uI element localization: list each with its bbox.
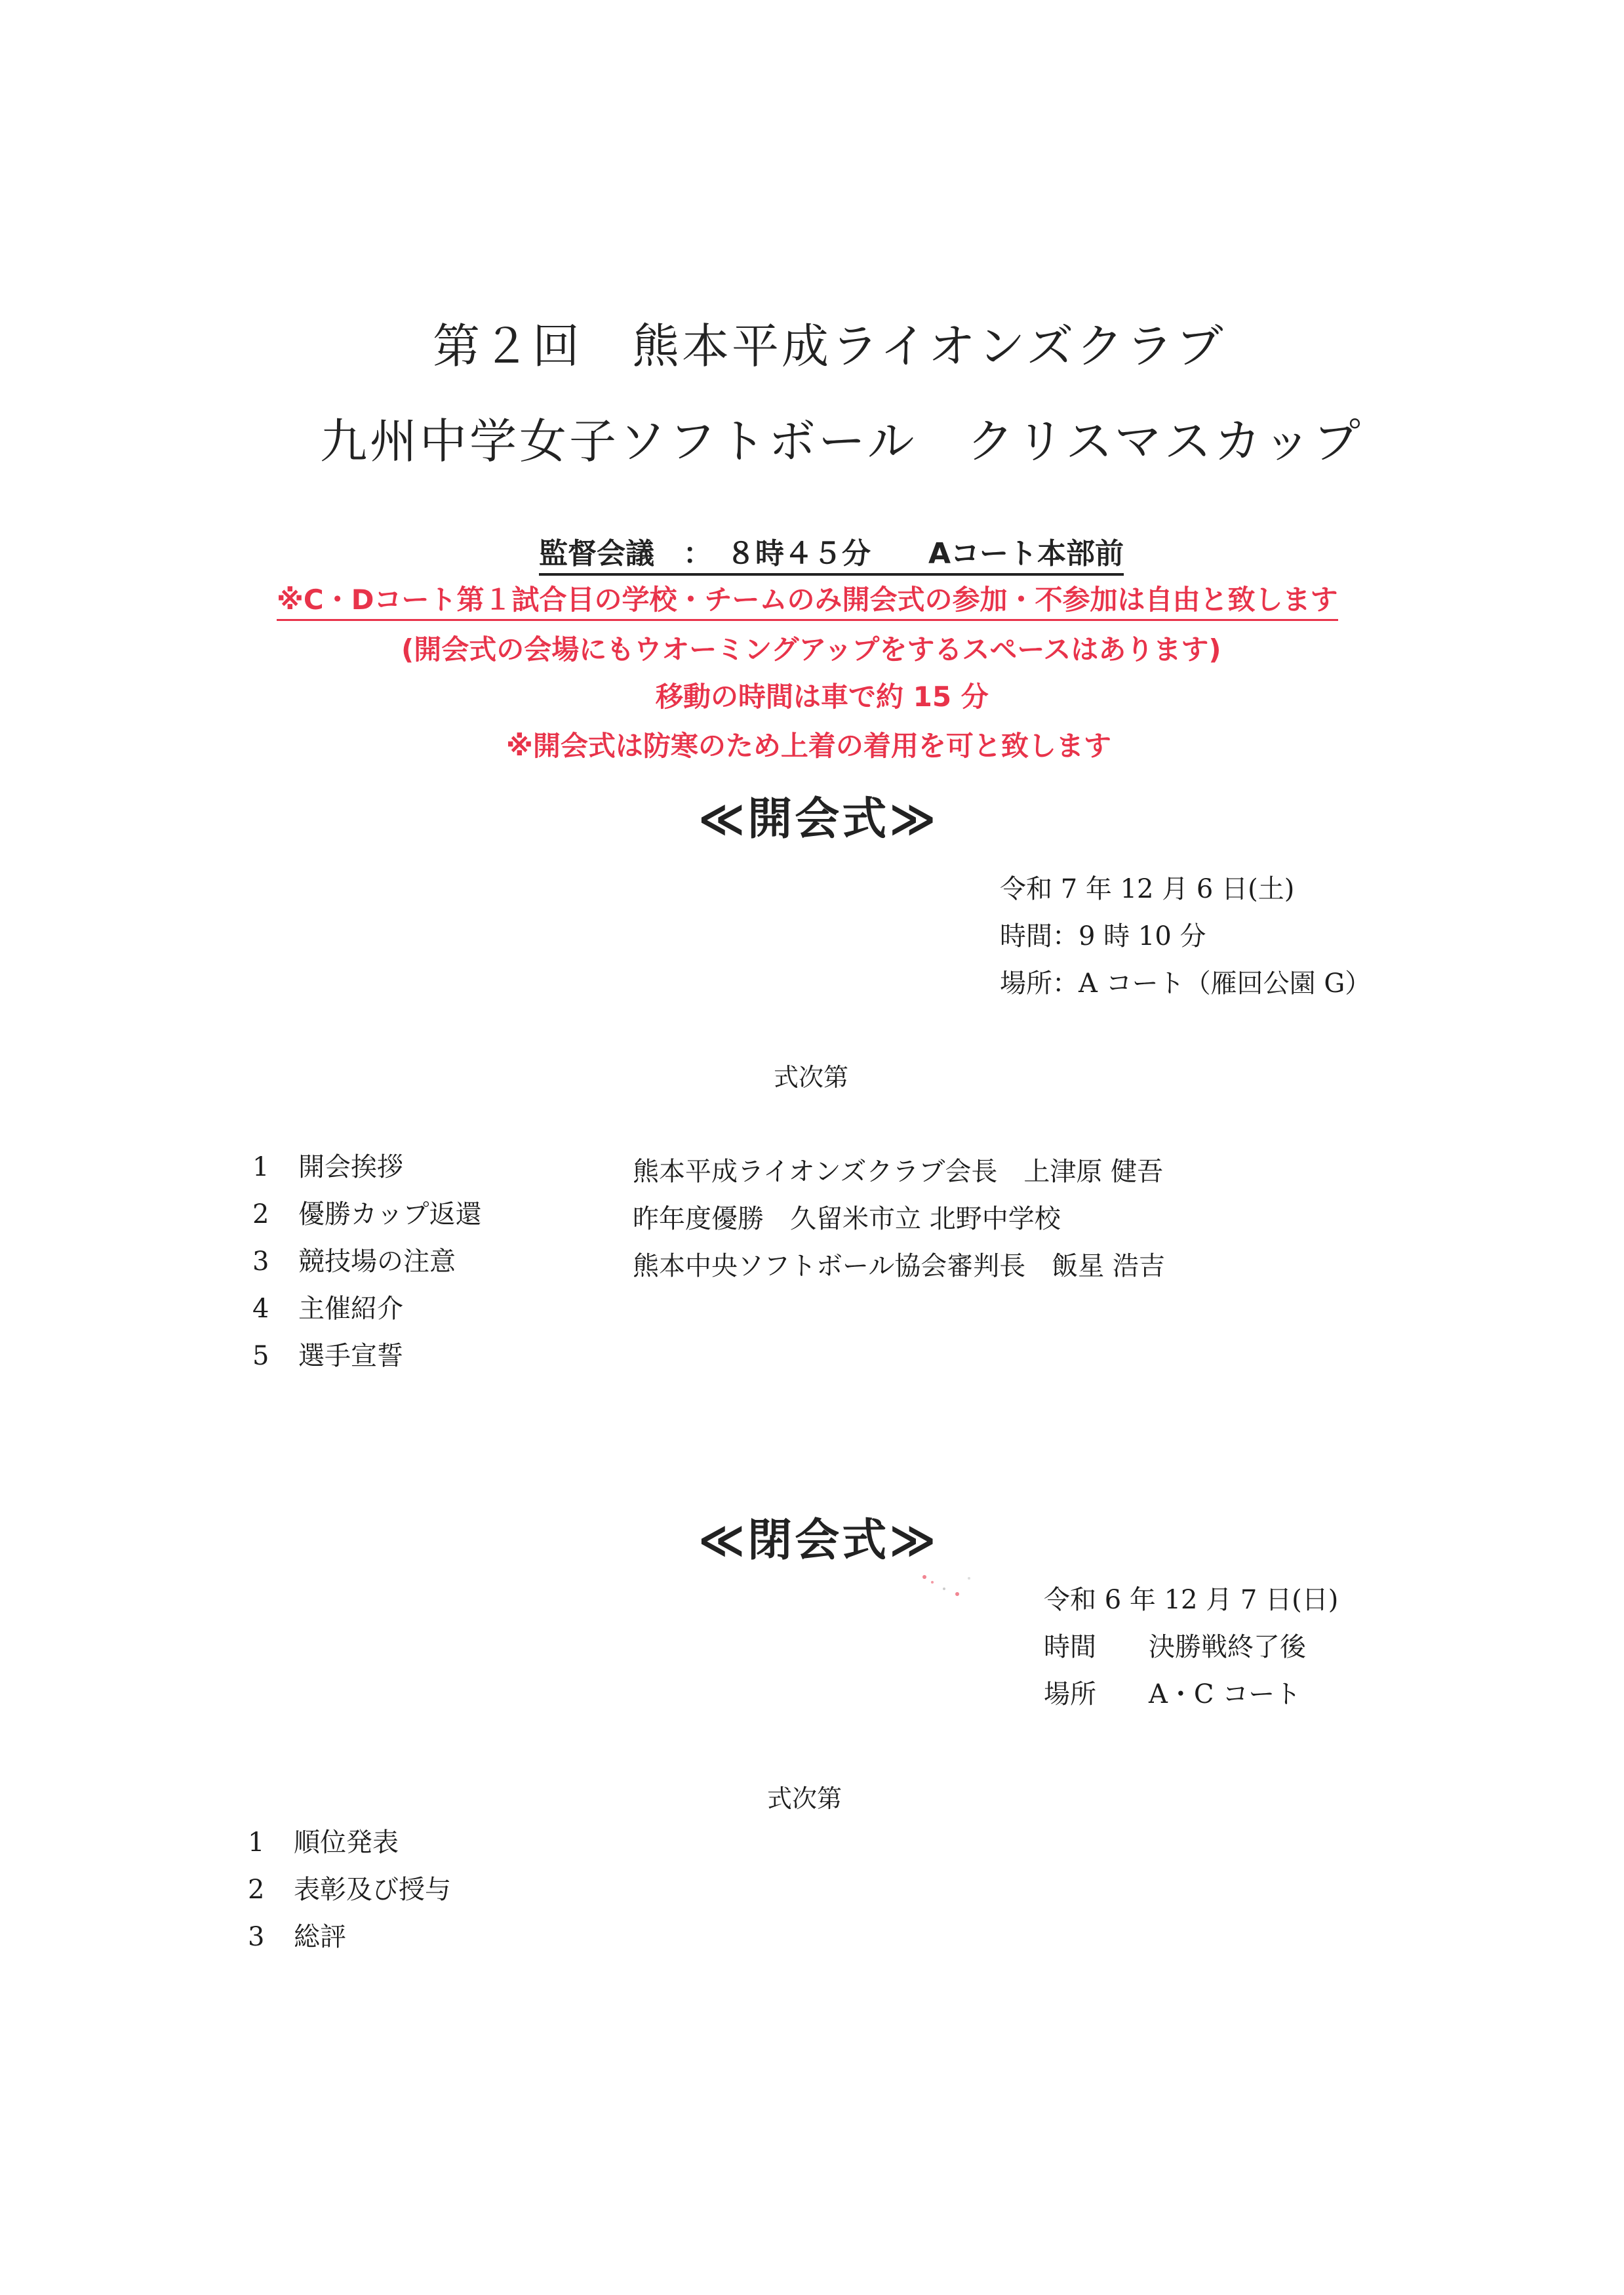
item-number: 2 xyxy=(252,1199,269,1229)
notice-3: 移動の時間は車で約 15 分 xyxy=(656,681,989,713)
opening-place: 場所：A コート（雁回公園 G） xyxy=(1000,968,1372,999)
item-label: 主催紹介 xyxy=(298,1294,403,1324)
item-number: 4 xyxy=(252,1294,269,1324)
item-label: 表彰及び授与 xyxy=(294,1875,451,1905)
closing-program-label: 式次第 xyxy=(767,1784,842,1813)
closing-heading: ≪閉会式≫ xyxy=(698,1515,939,1567)
item-number: 2 xyxy=(248,1875,265,1905)
list-item xyxy=(248,1913,451,1961)
opening-info xyxy=(1000,866,1371,1007)
item-label: 優勝カップ返還 xyxy=(298,1199,482,1229)
closing-place: 場所 A・C コート xyxy=(1044,1679,1301,1709)
opening-program-label: 式次第 xyxy=(774,1063,849,1092)
item-number: 5 xyxy=(252,1341,269,1371)
speaker-1: 熊本平成ライオンズクラブ会長 上津原 健吾 xyxy=(633,1157,1164,1187)
list-item xyxy=(252,1144,482,1191)
item-number: 3 xyxy=(248,1922,265,1952)
list-item xyxy=(252,1332,482,1380)
speaker-3: 熊本中央ソフトボール協会審判長 飯星 浩吉 xyxy=(633,1251,1165,1281)
list-item xyxy=(252,1285,482,1332)
notice-1: ※C・Dコート第１試合目の学校・チームのみ開会式の参加・不参加は自由と致します xyxy=(277,578,1338,621)
item-label: 開会挨拶 xyxy=(298,1152,403,1182)
item-number: 3 xyxy=(252,1247,269,1277)
opening-program-list xyxy=(252,1144,482,1380)
item-label: 競技場の注意 xyxy=(298,1247,456,1277)
list-item xyxy=(248,1819,451,1866)
title-line-2: 九州中学女子ソフトボール クリスマスカップ xyxy=(320,414,1363,469)
item-label: 順位発表 xyxy=(294,1827,399,1858)
ink-smudge xyxy=(911,1564,990,1603)
list-item xyxy=(252,1238,482,1285)
item-label: 選手宣誓 xyxy=(298,1341,403,1371)
coach-meeting: 監督会議 ： ８時４５分 Aコート本部前 xyxy=(539,530,1124,576)
title-line-1: 第２回 熊本平成ライオンズクラブ xyxy=(433,319,1226,374)
closing-info xyxy=(1044,1576,1338,1718)
opening-time: 時間：9 時 10 分 xyxy=(1000,921,1206,951)
list-item xyxy=(248,1866,451,1913)
opening-heading: ≪開会式≫ xyxy=(698,793,939,845)
opening-speakers xyxy=(633,1148,1165,1290)
item-label: 総評 xyxy=(294,1922,346,1952)
notice-2: (開会式の会場にもウオーミングアップをするスペースはあります) xyxy=(401,633,1221,666)
notice-4: ※開会式は防寒のため上着の着用を可と致します xyxy=(506,730,1111,762)
speaker-2: 昨年度優勝 久留米市立 北野中学校 xyxy=(633,1204,1061,1234)
closing-program-list xyxy=(248,1819,451,1961)
opening-date: 令和 7 年 12 月 6 日(土) xyxy=(1000,874,1295,904)
closing-date: 令和 6 年 12 月 7 日(日) xyxy=(1044,1585,1339,1615)
item-number: 1 xyxy=(248,1827,265,1858)
list-item xyxy=(252,1191,482,1238)
closing-time: 時間 決勝戦終了後 xyxy=(1044,1632,1306,1662)
item-number: 1 xyxy=(252,1152,269,1182)
